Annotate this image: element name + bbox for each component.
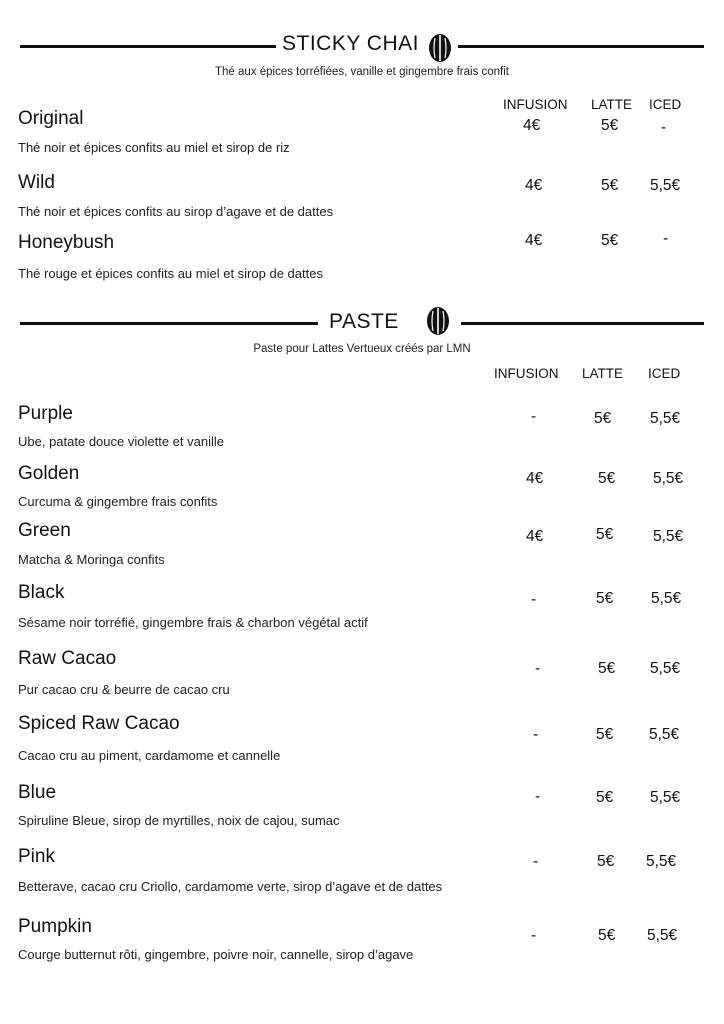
item-description: Courge butternut rôti, gingembre, poivre noir, cannelle, sirop d’agave	[18, 947, 414, 962]
price-infusion: -	[533, 726, 539, 743]
item-description: Ube, patate douce violette et vanille	[18, 434, 224, 449]
price-latte: 5€	[597, 853, 615, 870]
price-infusion: -	[531, 927, 537, 944]
header-rule-right	[461, 322, 704, 325]
section-title: PASTE	[329, 310, 399, 333]
column-header-iced: ICED	[648, 366, 681, 381]
item-name: Spiced Raw Cacao	[18, 713, 180, 734]
price-infusion: -	[533, 853, 539, 870]
price-latte: 5€	[598, 927, 616, 944]
price-iced: -	[661, 119, 667, 136]
item-description: Pur cacao cru & beurre de cacao cru	[18, 682, 230, 697]
price-latte: 5€	[596, 726, 614, 743]
price-iced: 5,5€	[650, 410, 681, 427]
price-infusion: -	[531, 408, 537, 425]
price-latte: 5€	[601, 232, 619, 249]
price-iced: 5,5€	[653, 470, 684, 487]
section-subtitle: Paste pour Lattes Vertueux créés par LMN	[253, 343, 471, 355]
price-iced: -	[663, 230, 669, 247]
price-latte: 5€	[596, 526, 614, 543]
price-latte: 5€	[596, 590, 614, 607]
price-latte: 5€	[598, 470, 616, 487]
item-description: Thé noir et épices confits au miel et sirop de riz	[18, 140, 290, 155]
header-rule-left	[20, 45, 276, 48]
item-name: Honeybush	[18, 232, 115, 253]
item-name: Blue	[18, 782, 57, 803]
price-iced: 5,5€	[650, 177, 681, 194]
price-infusion: 4€	[526, 470, 544, 487]
price-latte: 5€	[594, 410, 612, 427]
item-name: Purple	[18, 403, 73, 424]
price-iced: 5,5€	[651, 590, 682, 607]
section-title: STICKY CHAI	[282, 32, 419, 55]
item-name: Pink	[18, 846, 55, 867]
price-iced: 5,5€	[650, 660, 681, 677]
item-description: Thé rouge et épices confits au miel et sirop de dattes	[18, 266, 323, 281]
price-infusion: 4€	[523, 117, 541, 134]
column-header-iced: ICED	[649, 97, 682, 112]
item-name: Raw Cacao	[18, 648, 117, 669]
price-infusion: -	[531, 591, 537, 608]
price-latte: 5€	[596, 789, 614, 806]
price-infusion: 4€	[526, 528, 544, 545]
item-description: Thé noir et épices confits au sirop d’agave et de dattes	[18, 204, 334, 219]
item-description: Betterave, cacao cru Criollo, cardamome verte, sirop d’agave et de dattes	[18, 879, 443, 894]
item-name: Wild	[18, 172, 55, 193]
item-name: Pumpkin	[18, 916, 92, 937]
price-infusion: 4€	[525, 177, 543, 194]
price-iced: 5,5€	[650, 789, 681, 806]
item-description: Matcha & Moringa confits	[18, 552, 165, 567]
item-description: Sésame noir torréfié, gingembre frais & charbon végétal actif	[18, 615, 368, 630]
item-name: Green	[18, 520, 71, 541]
column-header-infusion: INFUSION	[503, 97, 568, 112]
column-header-latte: LATTE	[591, 97, 633, 112]
price-latte: 5€	[601, 177, 619, 194]
price-iced: 5,5€	[653, 528, 684, 545]
item-name: Original	[18, 108, 84, 129]
price-latte: 5€	[601, 117, 619, 134]
price-infusion: -	[535, 788, 541, 805]
section-subtitle: Thé aux épices torréfiées, vanille et gingembre frais confit	[214, 66, 510, 78]
price-latte: 5€	[598, 660, 616, 677]
price-infusion: 4€	[525, 232, 543, 249]
price-infusion: -	[535, 660, 541, 677]
leaf-icon	[426, 306, 450, 336]
price-iced: 5,5€	[649, 726, 680, 743]
item-description: Cacao cru au piment, cardamome et cannelle	[18, 748, 281, 763]
header-rule-left	[20, 322, 318, 325]
header-rule-right	[458, 45, 704, 48]
price-iced: 5,5€	[646, 853, 677, 870]
column-header-infusion: INFUSION	[494, 366, 559, 381]
item-description: Curcuma & gingembre frais confits	[18, 494, 218, 509]
price-iced: 5,5€	[647, 927, 678, 944]
item-name: Black	[18, 582, 65, 603]
leaf-icon	[428, 33, 452, 63]
column-header-latte: LATTE	[582, 366, 624, 381]
item-name: Golden	[18, 463, 80, 484]
item-description: Spiruline Bleue, sirop de myrtilles, noix de cajou, sumac	[18, 813, 340, 828]
